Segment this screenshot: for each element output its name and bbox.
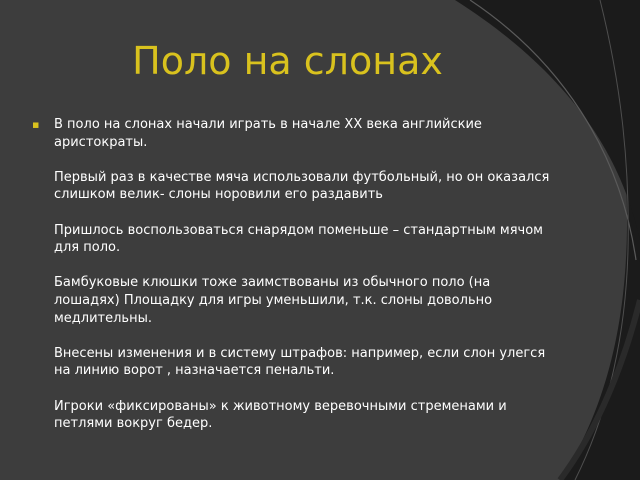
bullet-item: [54, 116, 557, 433]
paragraph: Первый раз в качестве мяча использовали футбольный, но он оказался слишком велик- слоны норовили его раздавить: [54, 169, 550, 203]
bullet-list: [32, 116, 557, 433]
paragraph: Пришлось воспользоваться снарядом поменьше – стандартным мячом для поло.: [54, 222, 543, 256]
paragraph: Внесены изменения и в систему штрафов: например, если слон улегся на линию ворот , назначается пенальти.: [54, 345, 546, 379]
bullet-icon: ▪: [32, 118, 40, 131]
paragraph: Бамбуковые клюшки тоже заимствованы из обычного поло (на лошадях) Площадку для игры уменьшили, т.к. слоны довольно медлительны.: [54, 275, 493, 326]
paragraph: Игроки «фиксированы» к животному веревочными стременами и петлями вокруг бедер.: [54, 398, 507, 432]
paragraph: В поло на слонах начали играть в начале XX века английские аристократы.: [54, 117, 482, 150]
slide-title: Поло на слонах: [132, 39, 443, 83]
